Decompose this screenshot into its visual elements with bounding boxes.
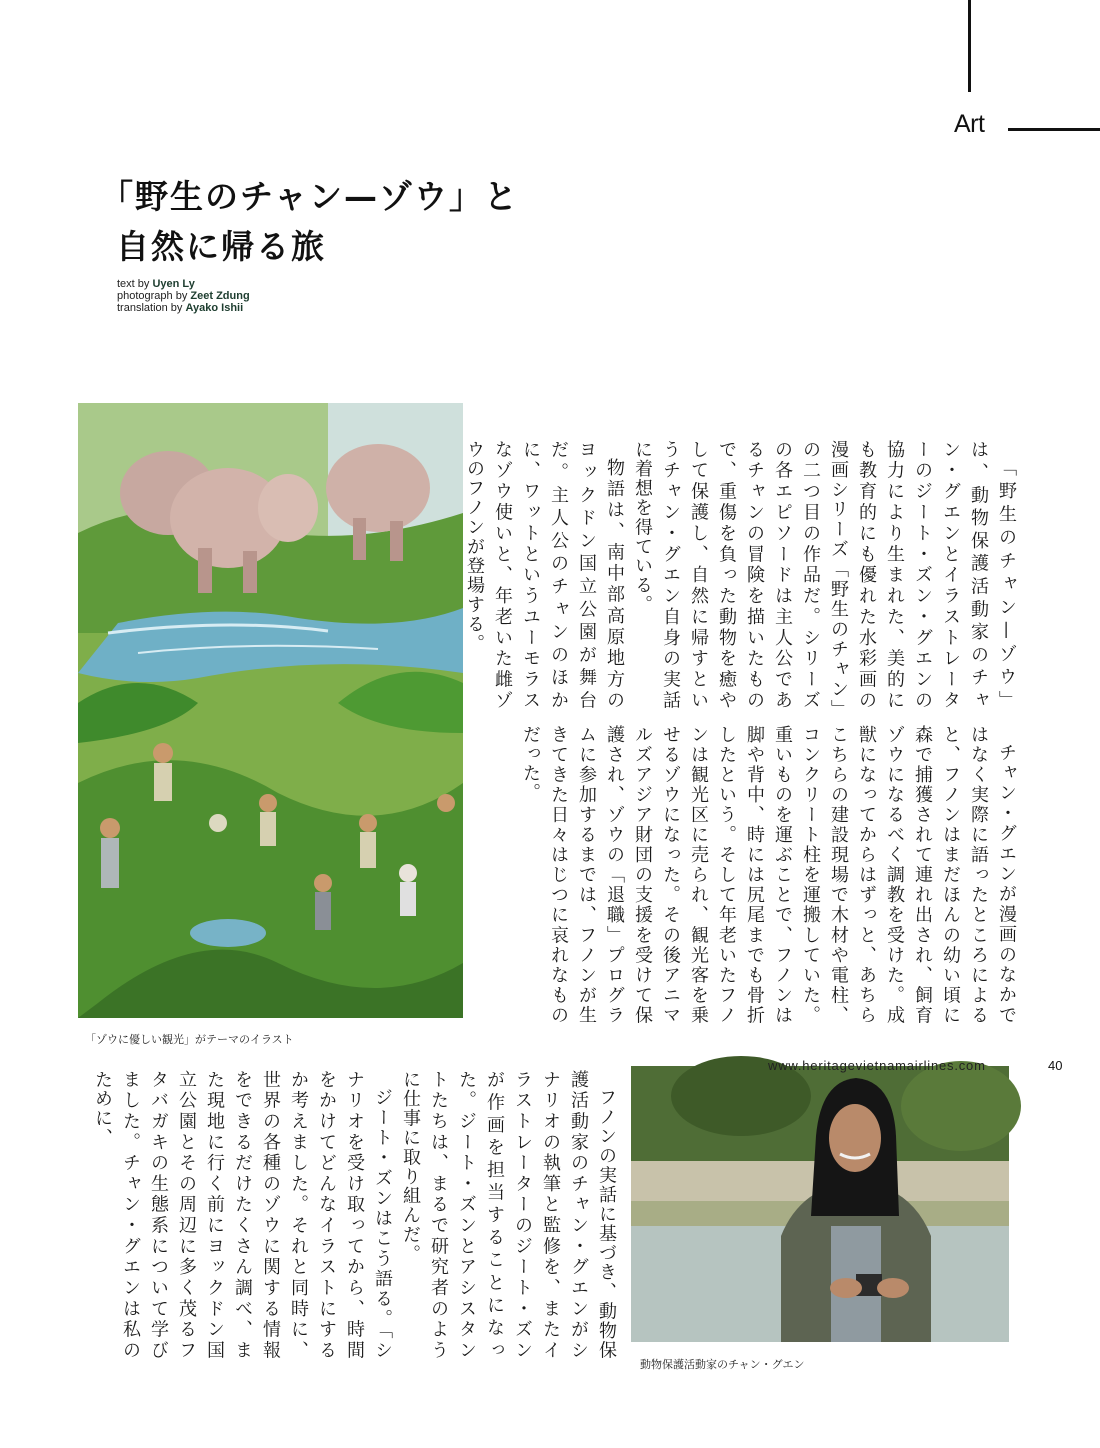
- body-text-block-2: [490, 725, 1020, 1025]
- title-line-1: 「野生のチャン—ゾウ」と: [100, 177, 520, 216]
- page-number: 40: [1048, 1058, 1063, 1073]
- credit-role: translation by: [117, 302, 186, 314]
- paragraph: 「野生のチャン—ゾウ」は、動物保護活動家のチャン・グエンとイラストレーターのジート・ズン・グエンの協力により生まれた、美的にも教育的にも優れた水彩画の漫画シリーズ「野生のチャン」の二つ目の作品だ。シリーズの各エピソードは主人公であるチャンの冒険を描いたもので、重傷を負った動物を癒やして保護し、自然に帰すというチャン・グエン自身の実話に着想を得ている。: [632, 440, 1017, 710]
- credits: [117, 278, 250, 314]
- body-text-block-3: [92, 1070, 620, 1360]
- credit-role: photograph by: [117, 290, 191, 302]
- credit-translation: [117, 302, 250, 314]
- paragraph: フノンの実話に基づき、動物保護活動家のチャン・グエンがシナリオの執筆と監修を、またイラストレーターのジート・ズンが作画を担当することになった。ジート・ズンとアシスタントたちは、まるで研究者のように仕事に取り組んだ。: [400, 1070, 617, 1360]
- paragraph: チャン・グエンが漫画のなかではなく実際に語ったところによると、フノンはまだほんの幼い頃に森で捕獲されて連れ出され、飼育ゾウになるべく調教を受けた。成獣になってからはずっと、あちらこちらの建設現場で木材や電柱、コンクリート柱を運搬していた。重いものを運ぶことで、フノンは脚や背中、時には尻尾までも骨折したという。そして年老いたフノンは観光区に売られ、観光客を乗せるゾウになった。その後アニマルズアジア財団の支援を受けて保護され、ゾウの「退職」プログラムに参加するまでは、フノンが生きてきた日々はじつに哀れなものだった。: [520, 725, 1017, 1025]
- body-text-block-1: [464, 440, 1020, 710]
- footer-url[interactable]: www.heritagevietnamairlines.com: [768, 1058, 986, 1073]
- credit-name: Zeet Zdung: [190, 290, 250, 302]
- photo-caption: 動物保護活動家のチャン・グエン: [640, 1358, 805, 1371]
- article-title: [100, 172, 519, 272]
- paragraph: ジート・ズンはこう語る。「シナリオを受け取ってから、時間をかけてどんなイラストにするか考えました。それと同時に、世界の各種のゾウに関する情報をできるだけたくさん調べ、また現地に行く前にヨックドン国立公園とその周辺に多く茂るフタバガキの生態系について学びました。チャン・グエンは私のために、: [92, 1070, 393, 1360]
- section-label: Art: [954, 110, 985, 138]
- credit-role: text by: [117, 278, 153, 290]
- credit-name: Ayako Ishii: [185, 302, 244, 314]
- header-horizontal-rule: [1008, 128, 1100, 131]
- title-line-2: 自然に帰る旅: [116, 227, 326, 266]
- credit-text: [117, 278, 250, 290]
- credit-name: Uyen Ly: [152, 278, 195, 290]
- illustration-caption: 「ゾウに優しい観光」がテーマのイラスト: [85, 1033, 294, 1046]
- credit-photo: [117, 290, 250, 302]
- paragraph: 物語は、南中部高原地方のヨックドン国立公園が舞台だ。主人公のチャンのほかに、ワットというユーモラスなゾウ使いと、年老いた雌ゾウのフノンが登場する。: [464, 440, 625, 710]
- header-vertical-rule: [968, 0, 971, 92]
- portrait-photo: [631, 1066, 1009, 1342]
- elephant-illustration: [78, 403, 463, 1018]
